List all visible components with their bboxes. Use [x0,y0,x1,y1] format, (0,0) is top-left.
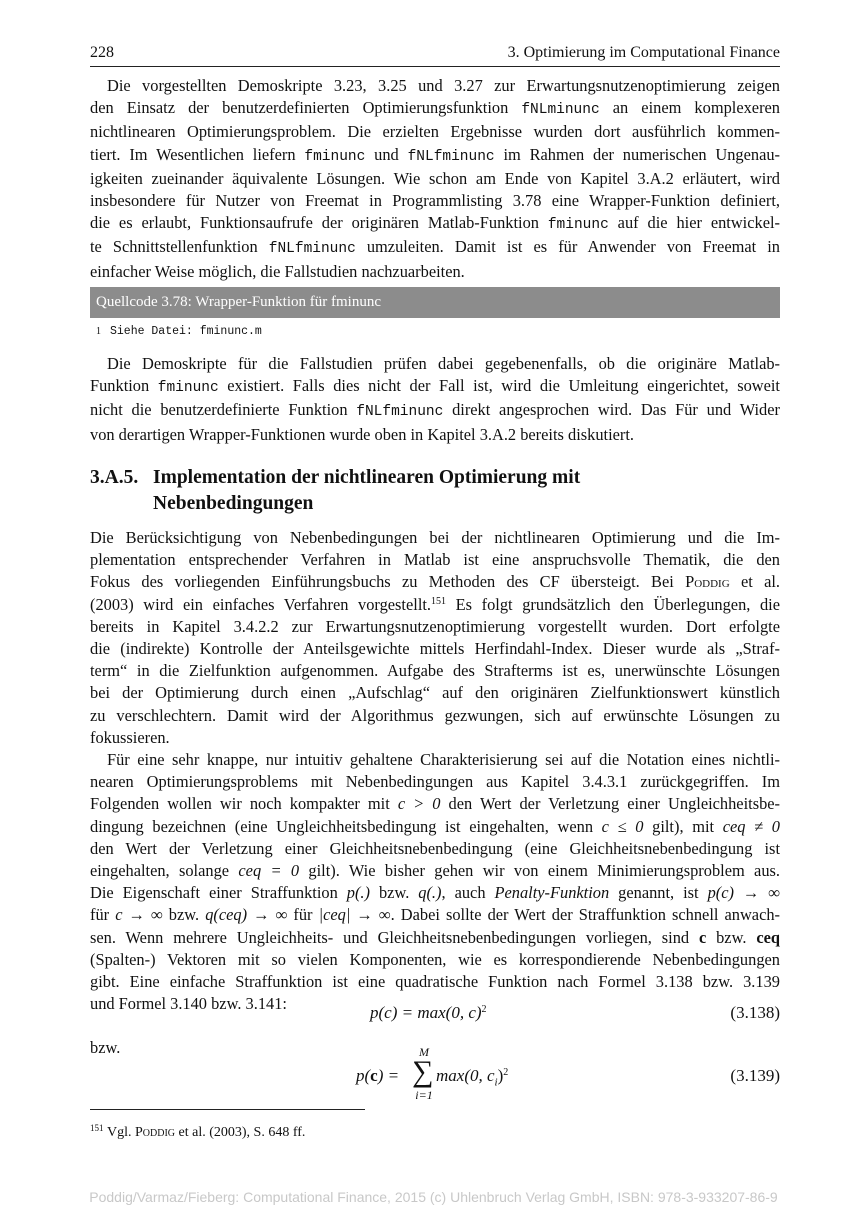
math-inline: c ≤ 0 [601,816,644,836]
equation-rhs: max(0, $c_i)^2$ [436,1066,509,1089]
math-inline: |ceq| → ∞ [318,905,391,925]
code-term: fNLfminunc [356,404,444,421]
equation-number: (3.139) [730,1066,780,1085]
text-line: zu verschlechtern. Damit wird der Algorithmus gezwungen, sich auf erwünschte Lösungen zu [90,705,780,725]
code-term: fminunc [547,217,609,234]
summation-symbol: M ∑ i=1 [412,1045,434,1102]
text-line: (Spalten-) Vektoren mit so vielen Komponenten, wie es korrespondierende Nebenbedingungen [90,949,780,969]
text-line: Die Eigenschaft einer Straffunktion p(.) bzw. q(.), auch Penalty-Funktion genannt, ist p(c) → ∞ [90,883,780,903]
text-line: und Formel 3.140 bzw. 3.141: [90,994,287,1014]
copyright-watermark: Poddig/Varmaz/Fieberg: Computational Finance, 2015 (c) Uhlenbruch Verlag GmbH, ISBN: 978-3-933207-86-9 [89,1189,778,1205]
text-line: Folgenden wollen wir noch kompakter mit c > 0 den Wert der Verletzung einer Ungleichheitsbe- [90,794,780,814]
text-line: insbesondere für Nutzer von Freemat in Programmlisting 3.78 eine Wrapper-Funktion definiert, [90,191,780,211]
listing-code-line [90,322,780,342]
math-inline: p(c) → ∞ [707,883,780,903]
text-line: nichtlinearen Optimierungsproblem. Die erzielten Ergebnisse wurden dort ausführlich kommen- [90,122,780,142]
author-name: Poddig [135,1125,176,1140]
text-line: eingehalten, solange ceq = 0 gilt). Wie bisher gehen wir von einem Minimierungsproblem aus. [90,861,781,881]
text-line: term“ in die Zielfunktion aufgenommen. Aufgabe des Strafterms ist es, unerwünschte Lösungen [90,661,780,681]
text-line: den Einsatz der benutzerdefinierten Optimierungsfunktion fNLminunc an einem komplexeren [90,98,780,119]
text-line: (2003) wird ein einfaches Verfahren vorgestellt.$^{151}$ Es folgt grundsätzlich den Überlegungen, die [90,594,780,614]
section-number: 3.A.5. [90,467,139,488]
text-line: Die vorgestellten Demoskripte 3.23, 3.25 und 3.27 zur Erwartungsnutzenoptimierung zeigen [107,76,780,95]
text-line: dingung bezeichnen (eine Ungleichheitsbedingung ist eingehalten, wenn c ≤ 0 gilt), mit ceq ≠ 0 [90,816,780,836]
text-line: Die Berücksichtigung von Nebenbedingungen bei der nichtlinearen Optimierung und die Im- [90,528,780,547]
equation-lhs: p(c) = [356,1066,400,1085]
code-term: fminunc [304,148,366,165]
intro-paragraph [90,75,780,283]
chapter-title: 3. Optimierung im Computational Finance [507,44,780,61]
vector-symbol: ceq [756,927,780,947]
text-line: Funktion fminunc existiert. Falls dies nicht der Fall ist, wird die Umleitung eingerichtet, soweit [90,376,780,397]
footnote-151: $^{151}$ Vgl. Poddig et al. (2003), S. 648 ff. [90,1123,306,1140]
author-name: Poddig [685,572,730,592]
equation-3-138 [90,1003,780,1033]
math-inline: q(ceq) → ∞ [205,905,288,925]
equation-number: (3.138) [730,1003,780,1022]
code-term: fNLfminunc [407,148,495,165]
text-line: die es erlaubt, Funktionsaufrufe der originären Matlab-Funktion fminunc auf die hier entwickel- [90,213,780,234]
text-line: gibt. Eine einfache Straffunktion ist eine quadratische Funktion nach Formel 3.138 bzw. 3.139 [90,972,780,992]
text-line: für c → ∞ bzw. q(ceq) → ∞ für |ceq| → ∞. Dabei sollte der Wert der Straffunktion schnell anwach- [90,905,781,925]
text-line: tiert. Im Wesentlichen liefern fminunc und fNLfminunc im Rahmen der numerischen Ungenau- [90,144,781,165]
math-inline: c > 0 [397,794,441,814]
math-inline: p(.) [346,883,370,903]
listing-code: Siehe Datei: fminunc.m [110,325,262,338]
text-line: den Wert der Verletzung einer Gleichheitsnebenbedingung (eine Gleichheitsnebenbedingung ist [90,838,780,858]
text-line: nearen Optimierungsproblems mit Nebenbedingungen aus Kapitel 3.4.3.1 zurückgegriffen. Im [90,772,780,792]
text-line: Fokus des vorliegenden Einführungsbuchs zu Methoden des CF übersteigt. Bei Poddig et al. [90,572,780,592]
code-term: fminunc [157,380,219,397]
math-inline: q(.) [418,883,442,903]
listing-caption: Quellcode 3.78: Wrapper-Funktion für fminunc [90,287,780,318]
code-term: fNLminunc [521,102,600,119]
text-line: bereits in Kapitel 3.4.2.2 zur Erwartungsnutzenoptimierung vorgestellt wurden. Dort erfolgte [90,616,780,636]
text-line: Die Demoskripte für die Fallstudien prüfen dabei gegebenenfalls, ob die originäre Matlab- [107,354,780,373]
section-title-line2: Nebenbedingungen [153,493,314,514]
code-term: fNLfminunc [268,241,356,258]
equation-body: p(c) = max(0, c)$^2$ [370,1003,487,1022]
section-paragraph-1 [90,527,780,749]
listing-line-number: 1 [96,326,101,337]
page-number: 228 [90,44,114,61]
footnote-number: 151 [90,1123,104,1133]
header-rule [90,66,780,67]
text-line: igkeiten zueinander äquivalente Lösungen. Wie schon am Ende von Kapitel 3.A.2 erläutert, wird [90,168,780,188]
text-line: bei der Optimierung durch einen „Aufschlag“ auf den originären Zielfunktionswert künstlich [90,683,780,703]
section-title [153,465,773,517]
footnote-rule [90,1109,365,1110]
text-line: fokussieren. [90,727,170,747]
text-line: plementation entsprechender Verfahren in Matlab ist eine anspruchsvolle Thematik, die den [90,550,780,570]
term-emphasis: Penalty-Funktion [494,883,610,903]
vector-symbol: c [698,927,707,947]
text-line: einfacher Weise möglich, die Fallstudien nachzuarbeiten. [90,261,465,281]
text-line: sen. Wenn mehrere Ungleichheits- und Gleichheitsnebenbedingungen vorliegen, sind c bzw. ceq [90,927,780,947]
text-line: te Schnittstellenfunktion fNLfminunc umzuleiten. Damit ist es für Anwender von Freemat in [90,237,781,258]
running-header [90,42,780,66]
section-paragraph-2 [90,749,780,1015]
text-line: die (indirekte) Kontrolle der Anteilsgewichte mittels Herfindahl-Index. Dieser wurde als „Straf- [90,639,780,659]
footnote-reference[interactable]: 151 [431,595,447,607]
section-title-line1: Implementation der nichtlinearen Optimierung mit [153,467,581,488]
text-line: Für eine sehr knappe, nur intuitiv gehaltene Charakterisierung sei auf die Notation eines nichtli- [107,750,780,769]
after-listing-paragraph [90,353,780,446]
text-line: von derartigen Wrapper-Funktionen wurde oben in Kapitel 3.A.2 bereits diskutiert. [90,424,635,444]
text-line: nicht die benutzerdefinierte Funktion fNLfminunc direkt angesprochen wird. Das Für und Wider [90,400,780,421]
text-bzw: bzw. [90,1038,121,1057]
math-inline: ceq = 0 [238,861,300,881]
math-inline: ceq ≠ 0 [722,816,780,836]
math-inline: c → ∞ [115,905,163,925]
